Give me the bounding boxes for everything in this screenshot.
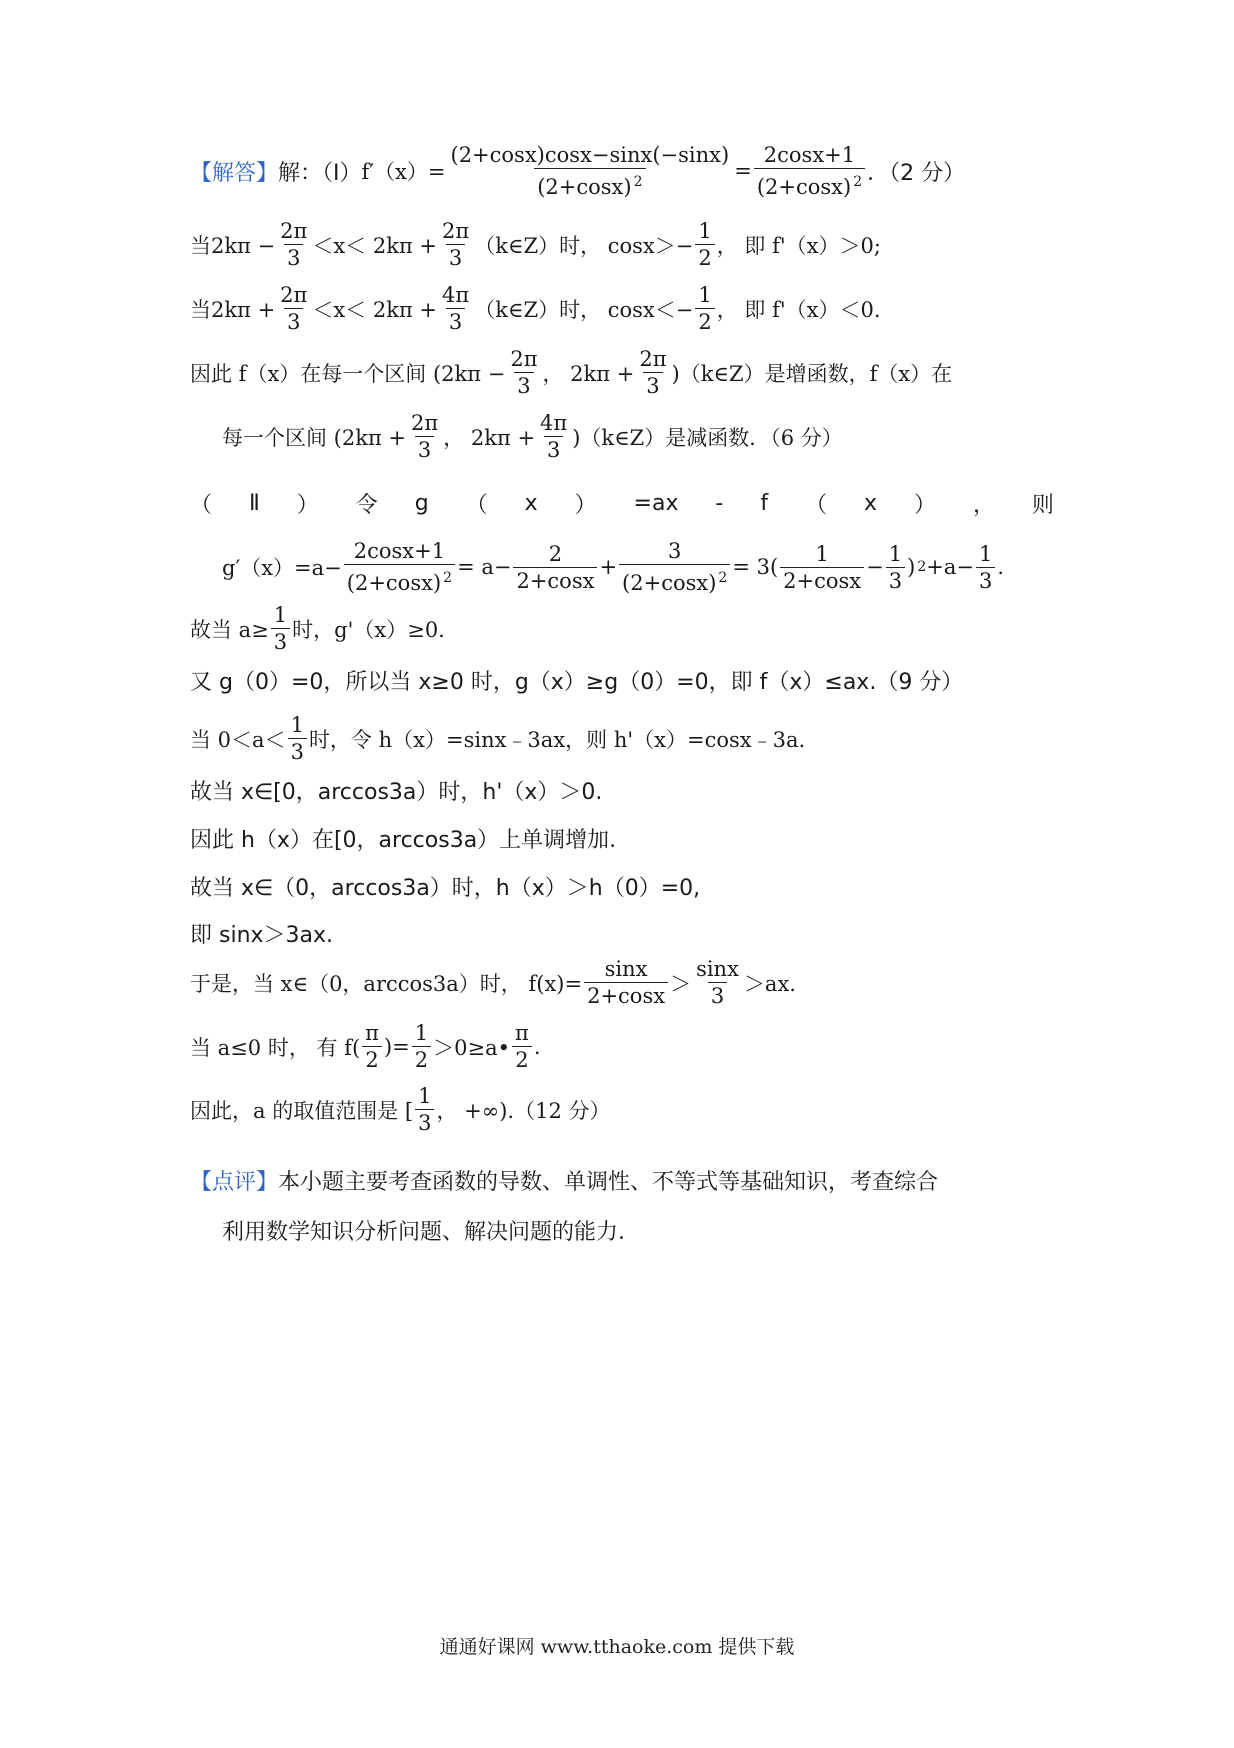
solution-line-13: 故当 x∈（0，arccos3a）时，h（x）＞h（0）=0,: [190, 876, 701, 901]
solution-line-3: 当2kπ + $\frac{2\pi}{3}$ ＜x＜ 2kπ + $\frac{4\pi}{3}$ （k∈Z）时， cosx＜− $\frac{1}{2}$ ， 即 f'（x）＜0.: [190, 283, 881, 334]
solution-line-12: 因此 h（x）在[0，arccos3a）上单调增加.: [190, 828, 617, 853]
derivative-formula: f′（x）= $\frac{(2+\cos x)\cos x-\sin x(-\sin x)}{(2+\cos x) ^2}$ = $\frac{2\cos x+1}{(2+\cos x) ^2}$: [362, 142, 868, 200]
solution-line-6: （ Ⅱ ） 令 g （ x ） =ax - f （ x ） ， 则: [190, 491, 1054, 518]
solution-line-16: 当 a≤0 时， 有 f( $\frac{\pi}{2}$ )= $\frac{1}{2}$ ＞0≥a• $\frac{\pi}{2}$ .: [190, 1021, 541, 1072]
solution-line-9: 又 g（0）=0，所以当 x≥0 时，g（x）≥g（0）=0，即 f（x）≤ax.（9 分）: [190, 670, 964, 695]
solution-line-5: 每一个区间 (2kπ + $\frac{2\pi}{3}$ ， 2kπ + $\frac{4\pi}{3}$ )（k∈Z）是减函数．（6 分）: [222, 411, 843, 462]
answer-tag: 【解答】: [190, 160, 279, 186]
solution-line-17: 因此，a 的取值范围是 [ $\frac{1}{3}$ ， +∞).（12 分）: [190, 1084, 611, 1135]
solution-line-10: 当 0＜a＜ $\frac{1}{3}$ 时，令 h（x）=sinx﹣3ax，则 h'（x）=cosx﹣3a.: [190, 713, 806, 764]
solution-line-2: 当2kπ − $\frac{2\pi}{3}$ ＜x＜ 2kπ + $\frac{2\pi}{3}$ （k∈Z）时， cosx＞− $\frac{1}{2}$ ， 即 f'（x）＞0;: [190, 219, 881, 270]
review-tag: 【点评】: [190, 1170, 279, 1195]
solution-line-15: 于是，当 x∈（0，arccos3a）时， f(x)= $\frac{\sin x}{2+\cos x}$ ＞ $\frac{\sin x}{3}$ ＞ax.: [190, 957, 796, 1008]
page-footer: 通通好课网 www.tthaoke.com 提供下载: [439, 1636, 795, 1658]
solution-line-14: 即 sinx＞3ax.: [190, 923, 334, 948]
solution-line-4: 因此 f（x）在每一个区间 (2kπ − $\frac{2\pi}{3}$ ， 2kπ + $\frac{2\pi}{3}$ )（k∈Z）是增函数，f（x）在: [190, 347, 953, 398]
solution-line-1: 【解答】 解：（Ⅰ） f′（x）= $\frac{(2+\cos x)\cos x-\sin x(-\sin x)}{(2+\cos x) ^2}$ = $\frac{2\cos x+1}{(2+\cos x) ^2}$ ．（2 分）: [190, 143, 966, 199]
solution-line-8: 故当 a≥ $\frac{1}{3}$ 时，g'（x）≥0.: [190, 603, 445, 654]
solution-line-11: 故当 x∈[0，arccos3a）时，h'（x）＞0.: [190, 780, 603, 805]
solution-line-7: g′（x）=a− $\frac{2\cos x+1}{(2+\cos x) ^2}$ = a− $\frac{2}{2+\cos x}$ + $\frac{3}{(2+\cos x) ^2}$ = 3( $\frac{1}{2+\cos x}$ − $\frac{1}{3}$ ) 2 +a− $\frac{1}{3}$ .: [222, 539, 1005, 595]
review-line-1: 【点评】 本小题主要考查函数的导数、单调性、不等式等基础知识，考查综合: [190, 1165, 1054, 1196]
review-line-2: 利用数学知识分析问题、解决问题的能力.: [222, 1220, 625, 1245]
